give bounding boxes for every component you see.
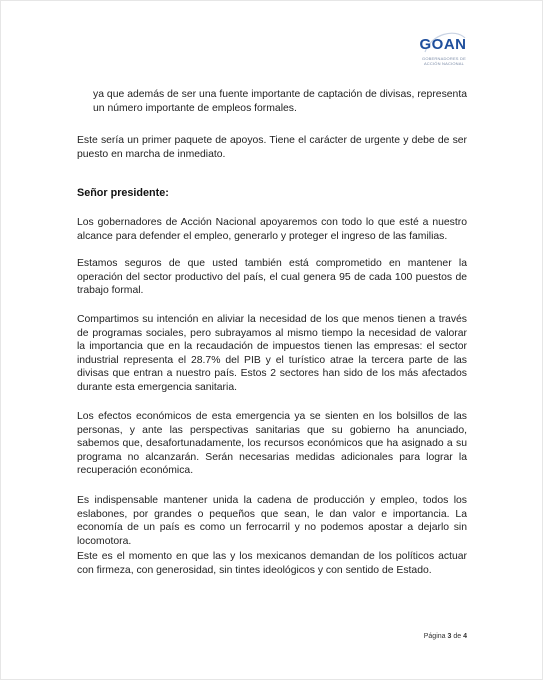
page-current: 3 — [447, 633, 452, 640]
logo-wordmark: GOAN — [419, 36, 467, 53]
paragraph-governors-support: Los gobernadores de Acción Nacional apoyaremos con todo lo que esté a nuestro alcance para defender el empleo, generarlo y proteger el ingreso de las familias. — [77, 217, 467, 242]
goan-logo — [413, 30, 473, 70]
paragraph-social-programs: Compartimos su intención en aliviar la necesidad de los que menos tienen a través de programas sociales, pero subrayamos al mismo tiempo la necesidad de valorar la importancia que en la recaudación de impuestos tienen las empresas: el sector industrial representa el 28.7% del PIB y el turístico atrae la tercera parte de las divisas que entran a nuestro país. Estos 2 sectores han sido de los más afectados durante esta emergencia sanitaria. — [77, 314, 467, 393]
page-separator: de — [453, 633, 462, 640]
paragraph-economic-effects: Los efectos económicos de esta emergencia ya se sienten en los bolsillos de las personas, y ante las perspectivas sanitarias que su gobierno ha anunciado, sabemos que, desafortunadamente, los recursos económicos que ha asignado a su programa no alcanzarán. Serán necesarias medidas adicionales para lograr la recuperación económica. — [77, 411, 467, 476]
paragraph-moment: Este es el momento en que las y los mexicanos demandan de los políticos actuar con firmeza, con generosidad, sin tintes ideológicos y con sentido de Estado. — [77, 551, 467, 576]
paragraph-productive-sector: Estamos seguros de que usted también está comprometido en mantener la operación del sector productivo del país, el cual genera 95 de cada 100 puestos de trabajo formal. — [77, 258, 467, 296]
paragraph-continuation: ya que además de ser una fuente importante de captación de divisas, representa un número importante de empleos formales. — [93, 89, 467, 114]
salutation-heading: Señor presidente: — [77, 187, 169, 199]
page-number — [424, 633, 467, 640]
logo-tagline: GOBERNADORES DE ACCIÓN NACIONAL — [422, 56, 466, 66]
page-total: 4 — [463, 633, 467, 640]
page-label: Página — [423, 633, 446, 640]
paragraph-production-chain: Es indispensable mantener unida la cadena de producción y empleo, todos los eslabones, por grandes o pequeños que sean, le dan valor e importancia. La economía de un país es como un ferrocarril y no podemos apostar a dejarlo sin locomotora. — [77, 495, 467, 547]
paragraph-urgent-package: Este sería un primer paquete de apoyos. Tiene el carácter de urgente y debe de ser puesto en marcha de inmediato. — [77, 135, 467, 160]
